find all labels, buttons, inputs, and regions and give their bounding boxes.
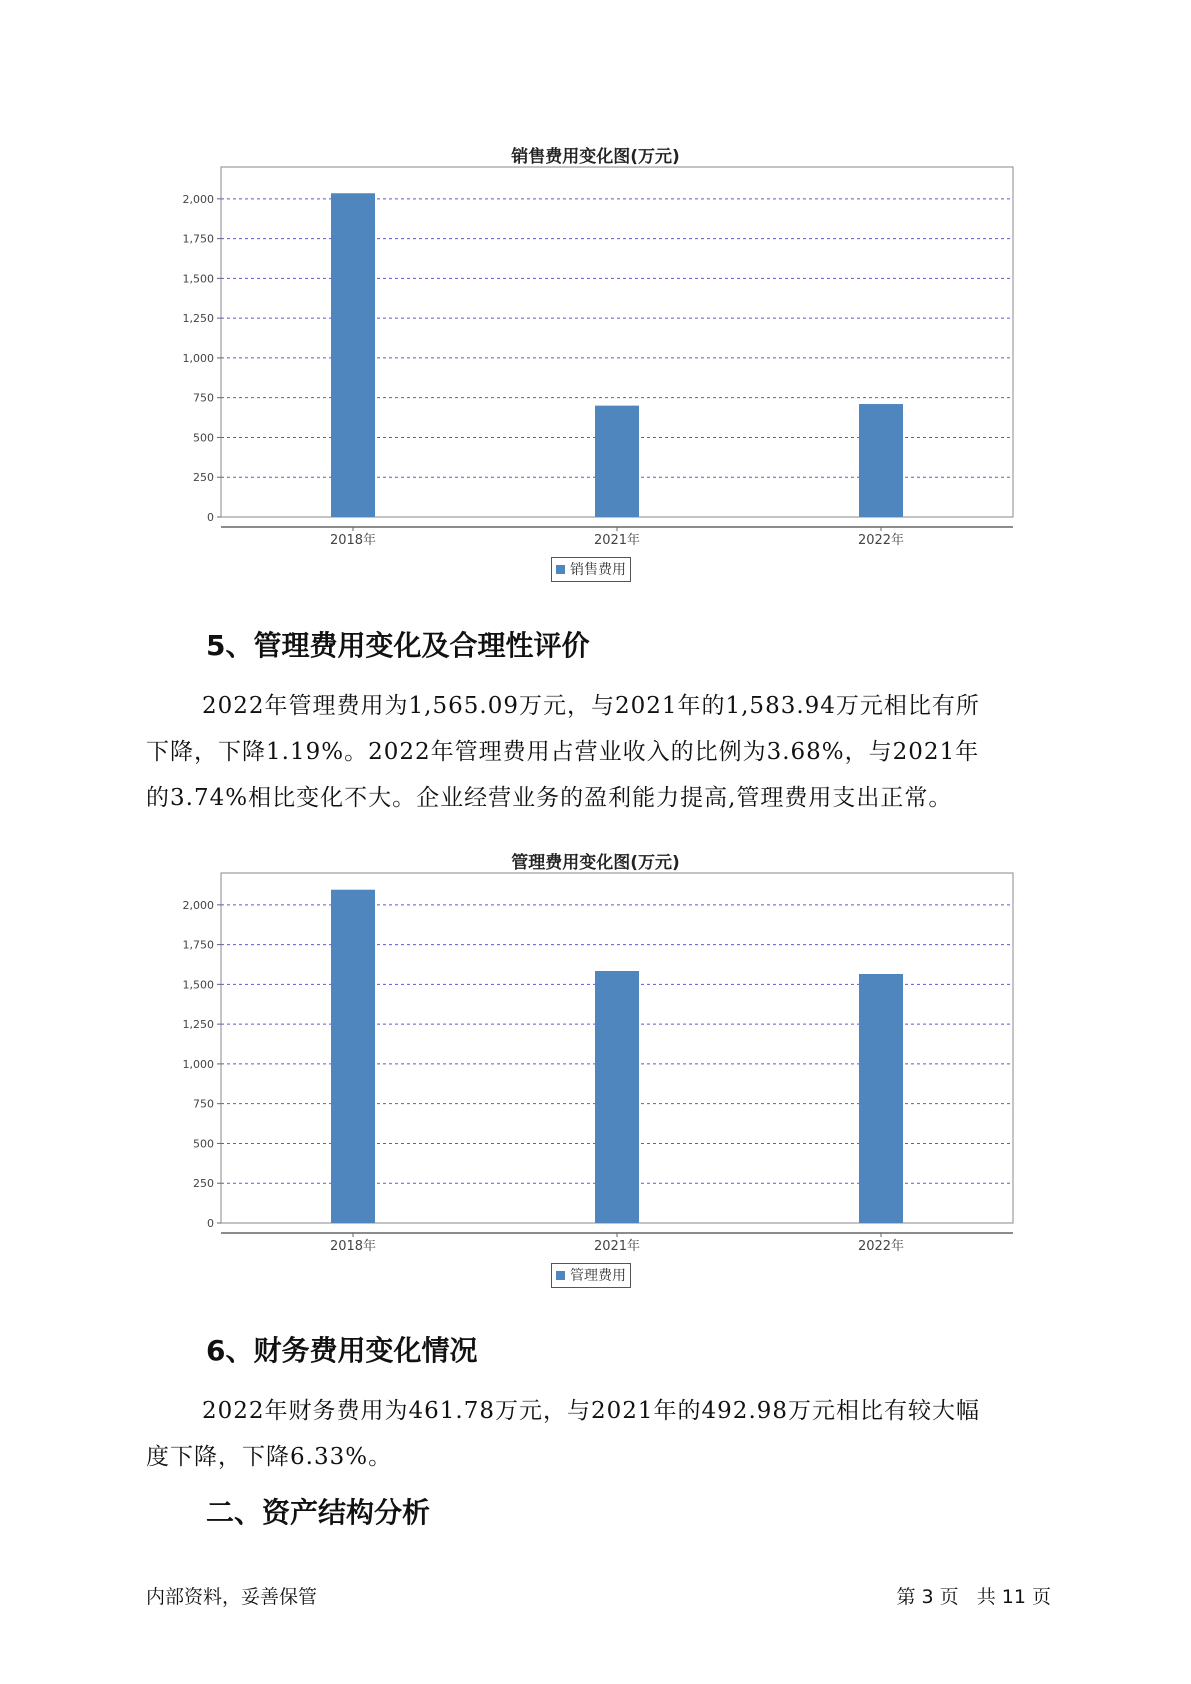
y-tick-label: 0: [207, 1217, 214, 1230]
section-5-paragraph: [146, 683, 1046, 821]
bar-2018年: [331, 890, 375, 1223]
legend-swatch: [556, 565, 565, 574]
footer-page-number: 第 3 页 共 11 页: [896, 1586, 1051, 1608]
y-tick-label: 500: [193, 431, 214, 445]
legend-label: 管理费用: [570, 1268, 626, 1284]
y-tick-label: 1,750: [182, 938, 214, 952]
y-tick-label: 250: [193, 1177, 214, 1191]
bar-2022年: [859, 974, 903, 1223]
y-tick-label: 1,000: [182, 351, 214, 365]
y-tick-label: 250: [193, 471, 214, 485]
sales-expense-chart: [0, 140, 1191, 548]
section-6-heading: 6、财务费用变化情况: [206, 1334, 478, 1367]
paragraph-line: 的3.74%相比变化不大。企业经营业务的盈利能力提高,管理费用支出正常。: [146, 785, 953, 811]
paragraph-line: 2022年管理费用为1,565.09万元，与2021年的1,583.94万元相比有所: [202, 693, 980, 719]
admin-expense-legend: [551, 1263, 631, 1288]
part-2-heading: 二、资产结构分析: [206, 1496, 431, 1529]
y-tick-label: 1,500: [182, 272, 214, 286]
paragraph-line: 度下降，下降6.33%。: [146, 1444, 393, 1470]
sales-expense-chart-title: 销售费用变化图(万元): [511, 147, 680, 167]
admin-expense-chart: [0, 846, 1191, 1254]
x-tick-label: 2018年: [329, 1239, 377, 1254]
bar-2021年: [595, 406, 639, 517]
legend-swatch: [556, 1271, 565, 1280]
y-tick-label: 500: [193, 1137, 214, 1151]
x-tick-label: 2021年: [593, 533, 641, 548]
legend-label: 销售费用: [570, 562, 626, 578]
section-5-heading: 5、管理费用变化及合理性评价: [206, 629, 590, 662]
x-tick-label: 2021年: [593, 1239, 641, 1254]
paragraph-line: 2022年财务费用为461.78万元，与2021年的492.98万元相比有较大幅: [202, 1398, 981, 1424]
x-tick-label: 2018年: [329, 533, 377, 548]
x-tick-label: 2022年: [857, 1239, 905, 1254]
bar-2021年: [595, 971, 639, 1223]
y-tick-label: 750: [193, 1097, 214, 1111]
y-tick-label: 2,000: [182, 192, 214, 206]
footer-confidential-note: 内部资料，妥善保管: [146, 1586, 318, 1608]
y-tick-label: 0: [207, 511, 214, 524]
y-tick-label: 2,000: [182, 898, 214, 912]
y-tick-label: 1,250: [182, 1018, 214, 1032]
y-tick-label: 1,750: [182, 232, 214, 246]
sales-expense-legend: [551, 557, 631, 582]
y-tick-label: 1,000: [182, 1057, 214, 1071]
section-6-paragraph: [146, 1388, 1046, 1480]
y-tick-label: 1,500: [182, 978, 214, 992]
y-tick-label: 750: [193, 391, 214, 405]
bar-2022年: [859, 404, 903, 517]
x-tick-label: 2022年: [857, 533, 905, 548]
y-tick-label: 1,250: [182, 312, 214, 326]
admin-expense-chart-title: 管理费用变化图(万元): [511, 853, 680, 873]
paragraph-line: 下降，下降1.19%。2022年管理费用占营业收入的比例为3.68%，与2021年: [146, 739, 980, 765]
bar-2018年: [331, 193, 375, 517]
